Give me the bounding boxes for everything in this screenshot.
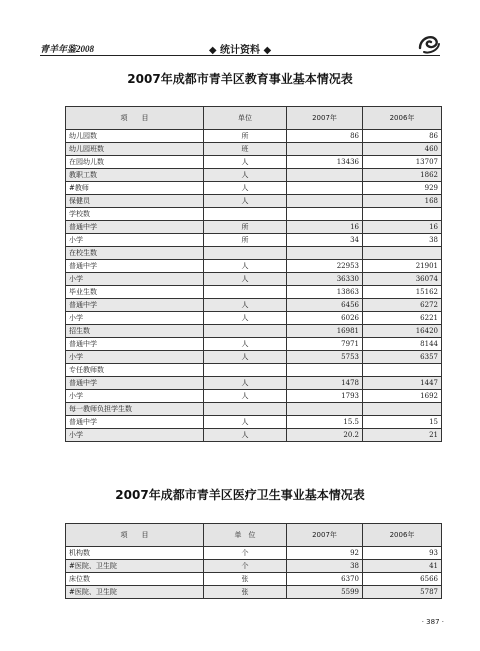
row-value-2007: 15.5 xyxy=(287,416,363,429)
row-value-2007 xyxy=(287,208,363,221)
row-item-cell: 小学 xyxy=(66,273,204,286)
row-unit-cell: 所 xyxy=(204,221,287,234)
row-item-cell: 保健员 xyxy=(66,195,204,208)
row-item-cell: 幼儿园班数 xyxy=(66,143,204,156)
row-unit-cell: 人 xyxy=(204,260,287,273)
yearbook-name: 青羊年鉴2008 xyxy=(40,44,95,54)
row-value-2006: 13707 xyxy=(363,156,442,169)
row-unit-cell: 个 xyxy=(204,547,287,560)
row-unit-cell: 人 xyxy=(204,429,287,442)
row-item-cell: 床位数 xyxy=(66,573,204,586)
row-unit-cell: 人 xyxy=(204,377,287,390)
row-value-2007: 5599 xyxy=(287,586,363,599)
row-value-2007 xyxy=(287,247,363,260)
table-row xyxy=(66,390,442,403)
health-table xyxy=(65,523,442,599)
row-item-cell: 学校数 xyxy=(66,208,204,221)
row-value-2006: 1862 xyxy=(363,169,442,182)
row-item-cell: 普通中学 xyxy=(66,416,204,429)
row-value-2007 xyxy=(287,403,363,416)
row-unit-cell xyxy=(204,403,287,416)
row-unit-cell: 人 xyxy=(204,169,287,182)
row-item-cell: 普通中学 xyxy=(66,338,204,351)
section-title: ◆ 统计资料 ◆ xyxy=(208,45,272,56)
row-value-2006 xyxy=(363,364,442,377)
row-item-cell: 小学 xyxy=(66,390,204,403)
table-row xyxy=(66,156,442,169)
row-value-2007: 34 xyxy=(287,234,363,247)
row-item-cell: 普通中学 xyxy=(66,299,204,312)
row-unit-cell: 人 xyxy=(204,299,287,312)
column-header-2007: 2007年 xyxy=(287,107,363,130)
row-value-2007: 13863 xyxy=(287,286,363,299)
table-row xyxy=(66,234,442,247)
header-rule xyxy=(40,55,440,56)
row-unit-cell xyxy=(204,286,287,299)
table-row xyxy=(66,351,442,364)
row-value-2006: 36074 xyxy=(363,273,442,286)
row-item-cell: 专任教师数 xyxy=(66,364,204,377)
row-unit-cell: 张 xyxy=(204,573,287,586)
row-unit-cell: 班 xyxy=(204,143,287,156)
table-row xyxy=(66,182,442,195)
table-row xyxy=(66,143,442,156)
row-value-2007: 92 xyxy=(287,547,363,560)
column-header-item: 项 目 xyxy=(66,107,204,130)
row-value-2007: 7971 xyxy=(287,338,363,351)
row-item-cell: 教职工数 xyxy=(66,169,204,182)
column-header-unit: 单位 xyxy=(204,107,287,130)
row-value-2006: 16420 xyxy=(363,325,442,338)
table-row xyxy=(66,364,442,377)
row-unit-cell: 人 xyxy=(204,338,287,351)
table-row xyxy=(66,195,442,208)
table-row xyxy=(66,338,442,351)
table-row xyxy=(66,325,442,338)
column-header-unit: 单 位 xyxy=(204,524,287,547)
row-unit-cell xyxy=(204,208,287,221)
row-value-2006 xyxy=(363,247,442,260)
row-value-2006: 168 xyxy=(363,195,442,208)
row-value-2007 xyxy=(287,169,363,182)
row-value-2007: 20.2 xyxy=(287,429,363,442)
row-value-2006: 38 xyxy=(363,234,442,247)
table-row xyxy=(66,286,442,299)
row-value-2006 xyxy=(363,208,442,221)
row-value-2006: 460 xyxy=(363,143,442,156)
swirl-logo-icon xyxy=(416,30,442,56)
row-value-2006: 1447 xyxy=(363,377,442,390)
row-value-2007: 5753 xyxy=(287,351,363,364)
column-header-2007: 2007年 xyxy=(287,524,363,547)
table-row xyxy=(66,260,442,273)
row-unit-cell: 人 xyxy=(204,182,287,195)
row-value-2007 xyxy=(287,182,363,195)
table-row xyxy=(66,403,442,416)
row-item-cell: #医院、卫生院 xyxy=(66,560,204,573)
row-value-2007: 6456 xyxy=(287,299,363,312)
row-item-cell: 机构数 xyxy=(66,547,204,560)
table-row xyxy=(66,416,442,429)
row-value-2007: 22953 xyxy=(287,260,363,273)
table-row xyxy=(66,547,442,560)
row-item-cell: 每一教师负担学生数 xyxy=(66,403,204,416)
row-unit-cell: 张 xyxy=(204,586,287,599)
row-unit-cell: 人 xyxy=(204,312,287,325)
table-row xyxy=(66,208,442,221)
row-item-cell: 招生数 xyxy=(66,325,204,338)
row-unit-cell: 所 xyxy=(204,234,287,247)
row-unit-cell: 个 xyxy=(204,560,287,573)
row-value-2006: 5787 xyxy=(363,586,442,599)
row-value-2006: 1692 xyxy=(363,390,442,403)
row-item-cell: 在校生数 xyxy=(66,247,204,260)
row-unit-cell: 人 xyxy=(204,351,287,364)
row-value-2007: 86 xyxy=(287,130,363,143)
row-value-2006: 21 xyxy=(363,429,442,442)
education-table-body xyxy=(66,130,442,442)
row-item-cell: 在园幼儿数 xyxy=(66,156,204,169)
column-header-2006: 2006年 xyxy=(363,107,442,130)
table-row xyxy=(66,169,442,182)
row-unit-cell xyxy=(204,364,287,377)
row-unit-cell: 人 xyxy=(204,390,287,403)
row-value-2007: 1793 xyxy=(287,390,363,403)
row-value-2007 xyxy=(287,195,363,208)
row-value-2006: 16 xyxy=(363,221,442,234)
table-row xyxy=(66,221,442,234)
row-value-2006: 6357 xyxy=(363,351,442,364)
row-value-2007: 6370 xyxy=(287,573,363,586)
table-row xyxy=(66,273,442,286)
row-item-cell: 小学 xyxy=(66,429,204,442)
page-number: · 387 · xyxy=(421,618,444,626)
column-header-2006: 2006年 xyxy=(363,524,442,547)
row-unit-cell xyxy=(204,325,287,338)
row-value-2006: 15162 xyxy=(363,286,442,299)
row-value-2006: 6221 xyxy=(363,312,442,325)
row-item-cell: #教师 xyxy=(66,182,204,195)
row-unit-cell: 人 xyxy=(204,416,287,429)
table-row xyxy=(66,429,442,442)
row-value-2007: 6026 xyxy=(287,312,363,325)
row-item-cell: 小学 xyxy=(66,234,204,247)
table-row xyxy=(66,377,442,390)
row-value-2006: 41 xyxy=(363,560,442,573)
table-header-row xyxy=(66,107,442,130)
row-value-2007: 16981 xyxy=(287,325,363,338)
row-value-2006: 21901 xyxy=(363,260,442,273)
row-value-2006: 8144 xyxy=(363,338,442,351)
table-row xyxy=(66,573,442,586)
row-value-2006: 93 xyxy=(363,547,442,560)
health-table-body xyxy=(66,547,442,599)
row-item-cell: 普通中学 xyxy=(66,260,204,273)
row-unit-cell xyxy=(204,247,287,260)
row-item-cell: 幼儿园数 xyxy=(66,130,204,143)
row-value-2006: 6272 xyxy=(363,299,442,312)
row-value-2007 xyxy=(287,364,363,377)
row-unit-cell: 人 xyxy=(204,195,287,208)
health-table-title: 2007年成都市青羊区医疗卫生事业基本情况表 xyxy=(115,488,365,502)
row-value-2006: 6566 xyxy=(363,573,442,586)
row-item-cell: 小学 xyxy=(66,312,204,325)
row-value-2007 xyxy=(287,143,363,156)
table-header-row xyxy=(66,524,442,547)
row-unit-cell: 人 xyxy=(204,273,287,286)
row-item-cell: 普通中学 xyxy=(66,221,204,234)
table-row xyxy=(66,130,442,143)
row-unit-cell: 人 xyxy=(204,156,287,169)
row-value-2007: 1478 xyxy=(287,377,363,390)
row-value-2006: 86 xyxy=(363,130,442,143)
column-header-item: 项 目 xyxy=(66,524,204,547)
table-row xyxy=(66,560,442,573)
page-header xyxy=(40,38,440,58)
row-item-cell: 普通中学 xyxy=(66,377,204,390)
row-value-2006: 15 xyxy=(363,416,442,429)
education-table-title: 2007年成都市青羊区教育事业基本情况表 xyxy=(127,72,353,86)
row-value-2006 xyxy=(363,403,442,416)
row-item-cell: 小学 xyxy=(66,351,204,364)
education-table xyxy=(65,106,442,442)
row-value-2007: 38 xyxy=(287,560,363,573)
row-unit-cell: 所 xyxy=(204,130,287,143)
row-item-cell: #医院、卫生院 xyxy=(66,586,204,599)
row-value-2007: 16 xyxy=(287,221,363,234)
row-value-2007: 13436 xyxy=(287,156,363,169)
row-value-2007: 36330 xyxy=(287,273,363,286)
row-item-cell: 毕业生数 xyxy=(66,286,204,299)
table-row xyxy=(66,586,442,599)
row-value-2006: 929 xyxy=(363,182,442,195)
table-row xyxy=(66,299,442,312)
table-row xyxy=(66,312,442,325)
table-row xyxy=(66,247,442,260)
